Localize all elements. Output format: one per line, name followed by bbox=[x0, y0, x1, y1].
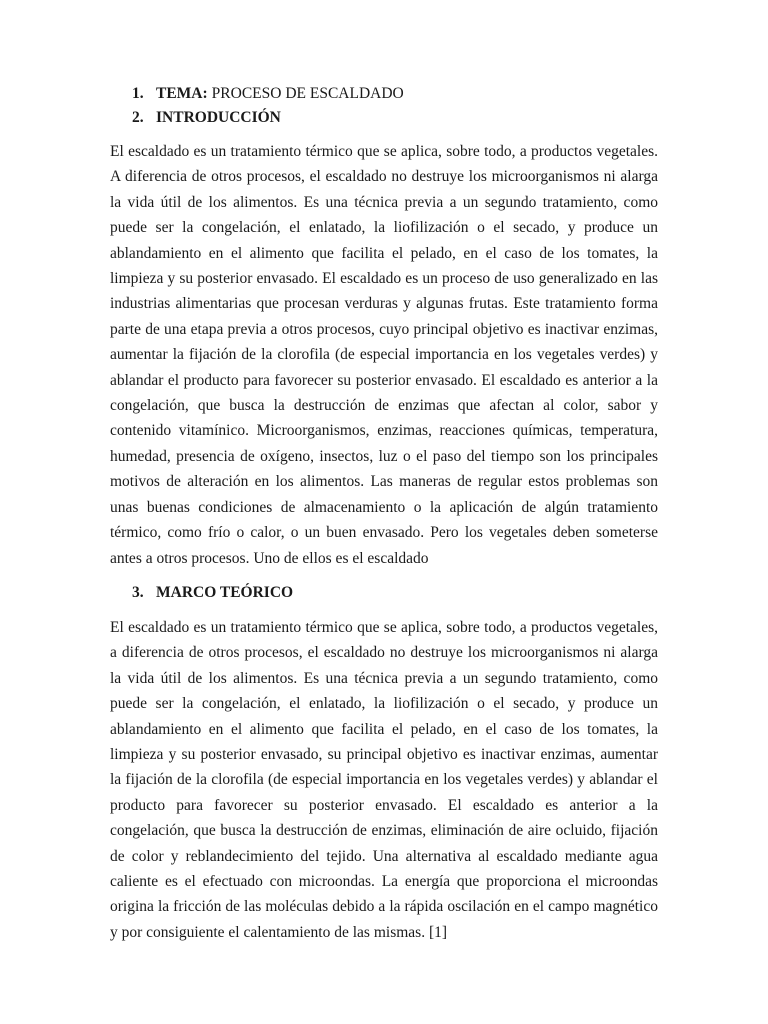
section-number: 3. bbox=[132, 583, 144, 601]
marco-teorico-paragraph: El escaldado es un tratamiento térmico que se aplica, sobre todo, a productos vegetales, a diferencia de otros procesos, el escaldado no destruye los microorganismos ni alarga la vida útil de los alimentos. Es una técnica previa a un segundo tratamiento, como puede ser la congelación, el enlatado, la liofilización o el secado, y produce un ablandamiento en el alimento que facilita el pelado, en el caso de los tomates, la limpieza y su posterior envasado, su principal objetivo es inactivar enzimas, aumentar la fijación de la clorofila (de especial importancia en los vegetales verdes) y ablandar el producto para favorecer su posterior envasado. El escaldado es anterior a la congelación, que busca la destrucción de enzimas, eliminación de aire ocluido, fijación de color y reblandecimiento del tejido. Una alternativa al escaldado mediante agua caliente es el efectuado con microondas. La energía que proporciona el microondas origina la fricción de las moléculas debido a la rápida oscilación en el campo magnético y por consiguiente el calentamiento de las mismas. [1] bbox=[110, 618, 658, 941]
section-number: 2. bbox=[132, 109, 144, 126]
section-label: INTRODUCCIÓN bbox=[156, 109, 281, 126]
section-label: TEMA: bbox=[156, 85, 208, 102]
introduccion-paragraph: El escaldado es un tratamiento térmico que se aplica, sobre todo, a productos vegetales. A diferencia de otros procesos, el escaldado no destruye los microorganismos ni alarga la vida útil de los alimentos. Es una técnica previa a un segundo tratamiento, como puede ser la congelación, el enlatado, la liofilización o el secado, y produce un ablandamiento en el alimento que facilita el pelado, en el caso de los tomates, la limpieza y su posterior envasado. El escaldado es un proceso de uso generalizado en las industrias alimentarias que procesan verduras y algunas frutas. Este tratamiento forma parte de una etapa previa a otros procesos, cuyo principal objetivo es inactivar enzimas, aumentar la fijación de la clorofila (de especial importancia en los vegetales verdes) y ablandar el producto para favorecer su posterior envasado. El escaldado es anterior a la congelación, que busca la destrucción de enzimas que afectan al color, sabor y contenido vitamínico. Microorganismos, enzimas, reacciones químicas, temperatura, humedad, presencia de oxígeno, insectos, luz o el paso del tiempo son los principales motivos de alteración en los alimentos. Las maneras de regular estos problemas son unas buenas condiciones de almacenamiento o la aplicación de algún tratamiento térmico, como frío o calor, o un buen envasado. Pero los vegetales deben someterse antes a otros procesos. Uno de ellos es el escaldado bbox=[110, 143, 658, 567]
document-page bbox=[110, 82, 658, 945]
section-heading-introduccion bbox=[132, 106, 658, 130]
section-heading-marco-teorico bbox=[132, 581, 658, 605]
section-title-value: PROCESO DE ESCALDADO bbox=[211, 85, 404, 102]
section-heading-tema bbox=[132, 82, 658, 106]
section-number: 1. bbox=[132, 85, 144, 102]
section-label: MARCO TEÓRICO bbox=[156, 583, 294, 601]
